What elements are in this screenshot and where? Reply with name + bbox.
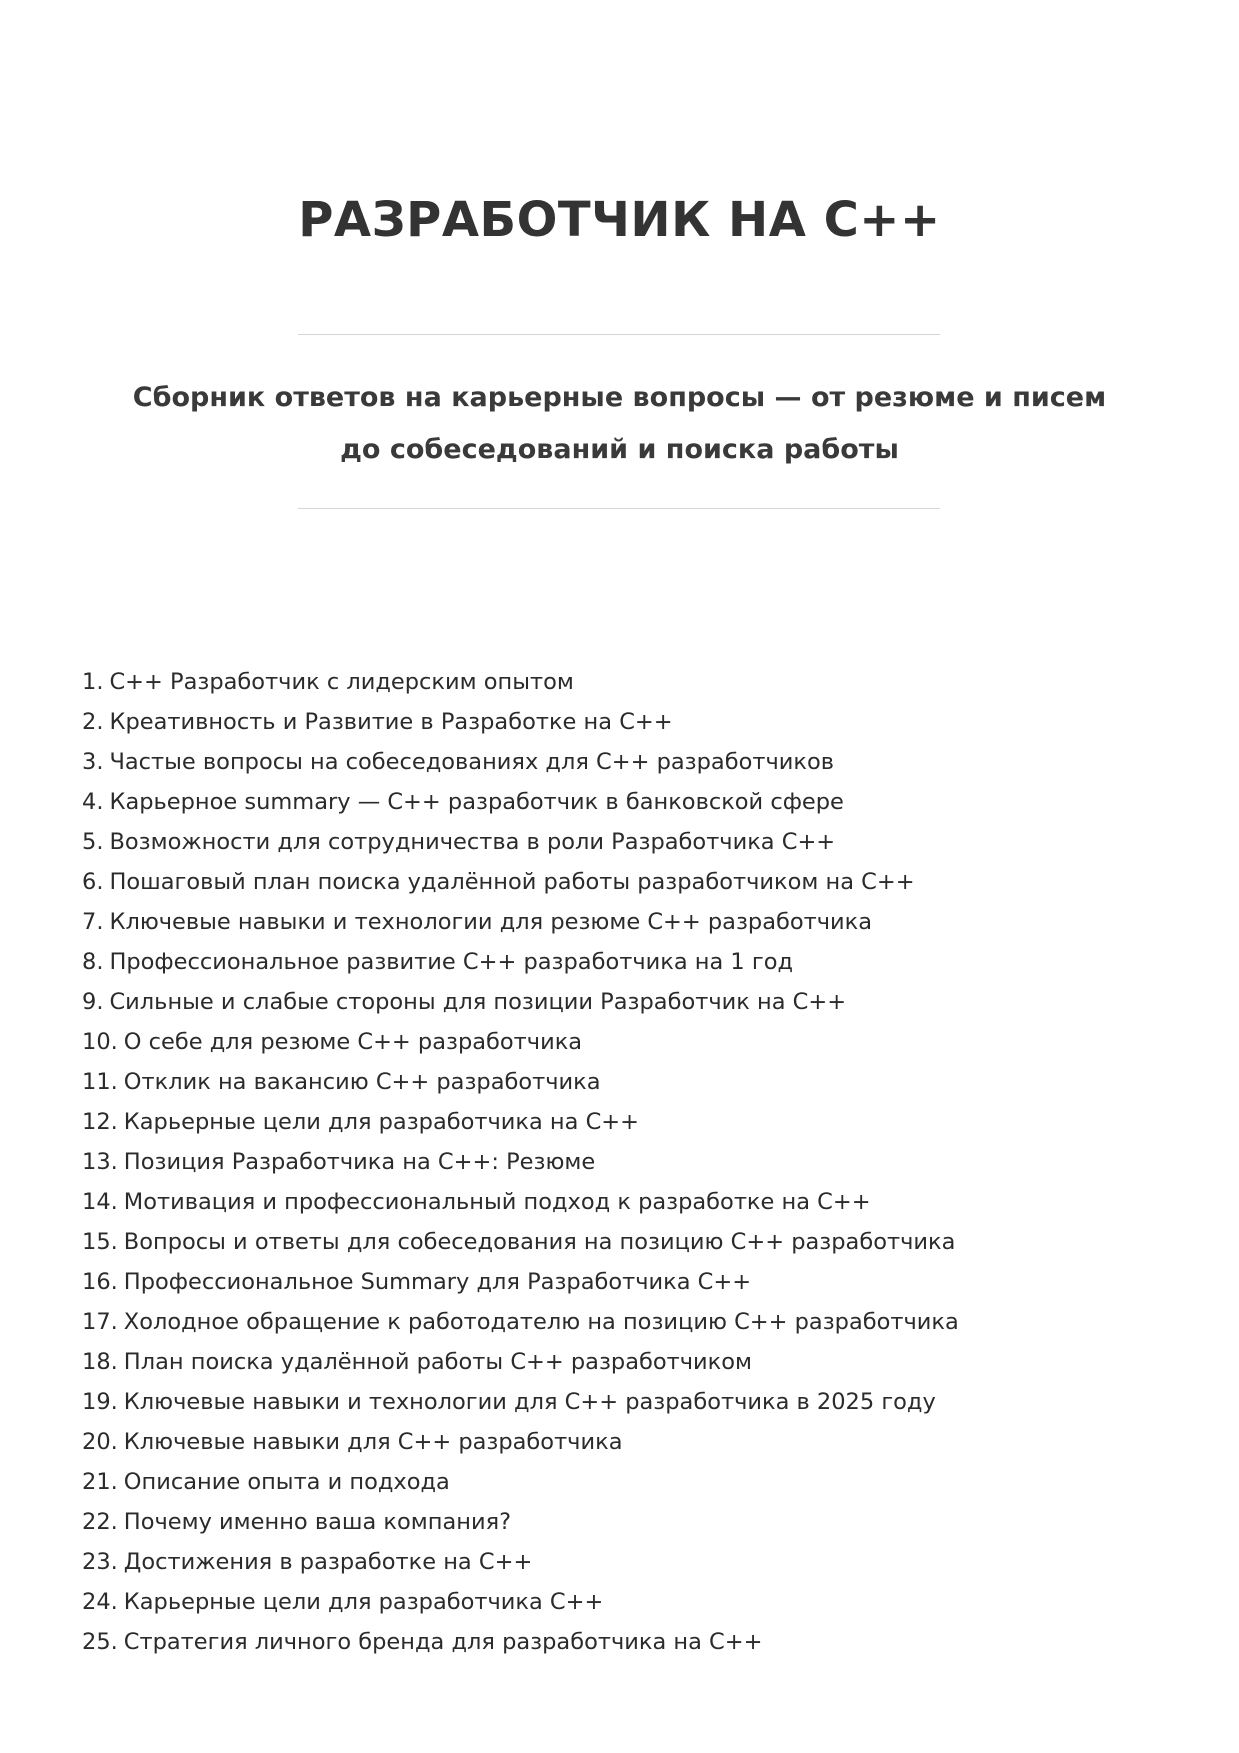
toc-item-text: C++ Разработчик с лидерским опытом xyxy=(109,669,574,695)
toc-item-text: Вопросы и ответы для собеседования на позицию C++ разработчика xyxy=(123,1229,956,1255)
toc-item xyxy=(82,702,1162,742)
toc-item-text: Сильные и слабые стороны для позиции Разработчик на C++ xyxy=(109,989,847,1015)
toc-item-text: Возможности для сотрудничества в роли Разработчика C++ xyxy=(109,829,836,855)
toc-item-text: Описание опыта и подхода xyxy=(123,1469,450,1495)
toc-item xyxy=(82,1182,1162,1222)
toc-item-text: Профессиональное Summary для Разработчика C++ xyxy=(123,1269,752,1295)
toc-item-text: Отклик на вакансию C++ разработчика xyxy=(123,1069,601,1095)
toc-item xyxy=(82,1342,1162,1382)
toc-item-text: Позиция Разработчика на C++: Резюме xyxy=(123,1149,596,1175)
toc-item xyxy=(82,862,1162,902)
toc-item xyxy=(82,742,1162,782)
toc-item xyxy=(82,982,1162,1022)
toc-item-text: Почему именно ваша компания? xyxy=(123,1509,512,1535)
toc-item xyxy=(82,942,1162,982)
toc-item-text: Креативность и Развитие в Разработке на C++ xyxy=(109,709,673,735)
toc-item xyxy=(82,902,1162,942)
toc-item-number: 23. xyxy=(82,1549,118,1575)
toc-item-number: 15. xyxy=(82,1229,118,1255)
toc-item-number: 9. xyxy=(82,989,104,1015)
toc-item xyxy=(82,1622,1162,1662)
toc-item-number: 8. xyxy=(82,949,104,975)
toc-item-number: 17. xyxy=(82,1309,118,1335)
toc-item xyxy=(82,782,1162,822)
toc-item xyxy=(82,1542,1162,1582)
toc-item xyxy=(82,1102,1162,1142)
toc-item xyxy=(82,662,1162,702)
toc-item-text: Стратегия личного бренда для разработчика на C++ xyxy=(123,1629,763,1655)
divider-bottom xyxy=(298,508,940,509)
toc-item-text: Ключевые навыки для C++ разработчика xyxy=(123,1429,623,1455)
toc-item xyxy=(82,1062,1162,1102)
toc-item xyxy=(82,1582,1162,1622)
toc-item xyxy=(82,1302,1162,1342)
toc-item-number: 22. xyxy=(82,1509,118,1535)
toc-item xyxy=(82,1422,1162,1462)
toc-item xyxy=(82,1222,1162,1262)
divider-top xyxy=(298,334,940,335)
toc-item-text: Ключевые навыки и технологии для C++ разработчика в 2025 году xyxy=(123,1389,936,1415)
toc-item-text: О себе для резюме C++ разработчика xyxy=(123,1029,583,1055)
page-title: РАЗРАБОТЧИК НА C++ xyxy=(298,192,941,248)
toc-item-text: Ключевые навыки и технологии для резюме C++ разработчика xyxy=(109,909,873,935)
toc-item-text: Частые вопросы на собеседованиях для C++ разработчиков xyxy=(109,749,834,775)
toc-item-number: 4. xyxy=(82,789,104,815)
toc-item-number: 20. xyxy=(82,1429,118,1455)
toc-item-number: 10. xyxy=(82,1029,118,1055)
toc-item-text: Карьерные цели для разработчика C++ xyxy=(123,1589,604,1615)
toc-item-number: 3. xyxy=(82,749,104,775)
toc-item-number: 13. xyxy=(82,1149,118,1175)
toc-item-number: 12. xyxy=(82,1109,118,1135)
toc-item-number: 24. xyxy=(82,1589,118,1615)
toc-item-text: План поиска удалённой работы C++ разработчиком xyxy=(123,1349,752,1375)
toc-item-text: Холодное обращение к работодателю на позицию C++ разработчика xyxy=(123,1309,959,1335)
table-of-contents xyxy=(82,662,1162,1662)
toc-item xyxy=(82,822,1162,862)
toc-item-text: Мотивация и профессиональный подход к разработке на C++ xyxy=(123,1189,871,1215)
toc-item xyxy=(82,1502,1162,1542)
toc-item-text: Достижения в разработке на C++ xyxy=(123,1549,533,1575)
toc-item-number: 16. xyxy=(82,1269,118,1295)
toc-item xyxy=(82,1382,1162,1422)
toc-item-text: Карьерное summary — C++ разработчик в банковской сфере xyxy=(109,789,844,815)
toc-item xyxy=(82,1142,1162,1182)
toc-item-number: 14. xyxy=(82,1189,118,1215)
toc-item-number: 25. xyxy=(82,1629,118,1655)
toc-item-number: 5. xyxy=(82,829,104,855)
toc-item-text: Карьерные цели для разработчика на C++ xyxy=(123,1109,640,1135)
toc-item-text: Пошаговый план поиска удалённой работы разработчиком на C++ xyxy=(109,869,915,895)
toc-item-number: 7. xyxy=(82,909,104,935)
toc-item-text: Профессиональное развитие C++ разработчика на 1 год xyxy=(109,949,794,975)
toc-item xyxy=(82,1262,1162,1302)
toc-item-number: 1. xyxy=(82,669,104,695)
toc-item-number: 6. xyxy=(82,869,104,895)
toc-item xyxy=(82,1022,1162,1062)
toc-item-number: 11. xyxy=(82,1069,118,1095)
toc-item-number: 18. xyxy=(82,1349,118,1375)
toc-item-number: 21. xyxy=(82,1469,118,1495)
toc-item-number: 19. xyxy=(82,1389,118,1415)
toc-item-number: 2. xyxy=(82,709,104,735)
toc-item xyxy=(82,1462,1162,1502)
page-subtitle: Сборник ответов на карьерные вопросы — от резюме и писем до собеседований и поиска работы xyxy=(132,382,1107,465)
